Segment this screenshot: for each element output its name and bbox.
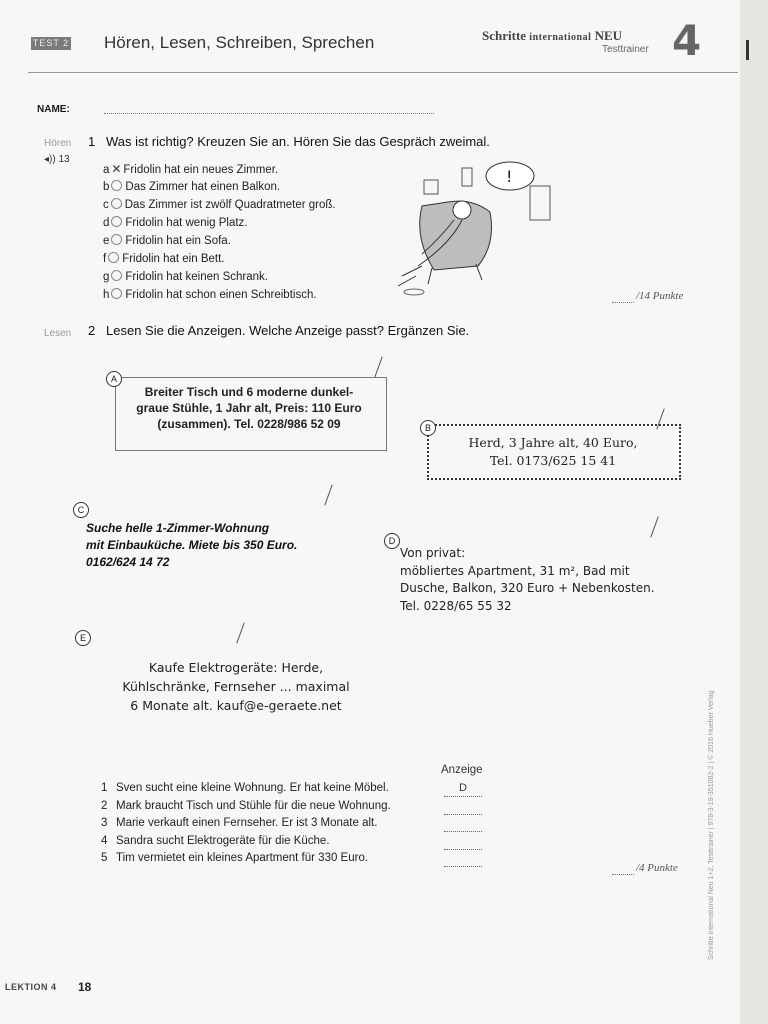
option-text: Fridolin hat keinen Schrank. (125, 271, 268, 283)
copyright-note: Schritte international Neu 1+2, Testtrainer | 978-3-19-351082-2 | © 2016 Hueber Verlag (708, 690, 715, 960)
option-checkbox[interactable] (111, 288, 122, 299)
ad-d-text (400, 545, 655, 615)
answer-column-header: Anzeige (441, 764, 483, 776)
audio-track-icon[interactable]: ◂)) 13 (44, 154, 70, 165)
page-number: 18 (78, 980, 92, 994)
answer-field[interactable] (444, 835, 482, 850)
ad-e-text (100, 658, 372, 715)
ad-c-line: mit Einbauküche. Miete bis 350 Euro. (86, 538, 298, 552)
edge-mark (746, 40, 749, 60)
ad-a-line: Breiter Tisch und 6 moderne dunkel- (144, 385, 354, 399)
header-divider (28, 72, 738, 73)
ad-d-line: Tel. 0228/65 55 32 (400, 598, 512, 613)
brand-main: Schritte (482, 28, 527, 43)
ad-c-line: Suche helle 1-Zimmer-Wohnung (86, 521, 270, 535)
answer-field[interactable] (444, 800, 482, 815)
task-1-instruction: Was ist richtig? Kreuzen Sie an. Hören Sie das Gespräch zweimal. (106, 134, 490, 149)
option-letter: d (103, 217, 110, 229)
option-text: Fridolin hat wenig Platz. (125, 217, 248, 229)
option-row (103, 198, 336, 211)
option-letter: b (103, 181, 110, 193)
checked-cross-icon[interactable]: ✕ (111, 162, 122, 176)
ad-b-letter: B (420, 420, 436, 436)
item-number: 1 (101, 782, 108, 794)
footer-lesson: LEKTION 4 (5, 982, 57, 992)
task-2-number: 2 (88, 323, 96, 338)
brand-end: NEU (594, 28, 623, 43)
item-number: 2 (101, 799, 108, 812)
option-checkbox[interactable] (111, 198, 122, 209)
svg-text:!: ! (506, 167, 513, 186)
points-field-2[interactable] (612, 874, 634, 875)
option-letter: e (103, 235, 110, 247)
ad-a-text (118, 384, 380, 432)
ad-d-line: möbliertes Apartment, 31 m², Bad mit (400, 563, 630, 578)
item-text: Marie verkauft einen Fernseher. Er ist 3 Monate alt. (116, 817, 378, 829)
page-edge (740, 0, 768, 1024)
option-text: Das Zimmer hat einen Balkon. (125, 181, 281, 193)
option-row (103, 270, 268, 283)
ad-a-letter: A (106, 371, 122, 387)
item-text: Mark braucht Tisch und Stühle für die neue Wohnung. (116, 799, 391, 812)
brand-mid: international (529, 32, 592, 43)
skill-label-hoeren: Hören (44, 138, 72, 149)
option-text: Fridolin hat ein Sofa. (125, 235, 231, 247)
volume-number: 4 (672, 16, 702, 65)
option-letter: c (103, 199, 109, 211)
ad-b-line: Herd, 3 Jahre alt, 40 Euro, (468, 435, 638, 450)
option-letter: f (103, 253, 107, 265)
option-row (103, 216, 248, 229)
option-checkbox[interactable] (111, 180, 122, 191)
option-text: Fridolin hat ein Bett. (122, 253, 225, 265)
skill-label-lesen: Lesen (44, 328, 72, 339)
option-row (103, 234, 231, 247)
item-number: 3 (101, 817, 108, 829)
ad-c-text (86, 520, 297, 571)
item-number: 4 (101, 834, 108, 847)
ad-d-line: Von privat: (400, 546, 466, 560)
ad-c-letter: C (73, 502, 89, 518)
ad-e-letter: E (75, 630, 91, 646)
name-label: NAME: (37, 104, 70, 115)
ad-a-line: (zusammen). Tel. 0228/986 52 09 (157, 417, 341, 431)
option-checkbox[interactable] (108, 252, 119, 263)
item-number: 5 (101, 852, 108, 864)
answer-field[interactable]: D (444, 782, 482, 797)
item-text: Sandra sucht Elektrogeräte für die Küche. (116, 834, 330, 847)
option-row (103, 162, 278, 176)
name-field[interactable] (104, 113, 434, 114)
option-letter: g (103, 271, 110, 283)
page-title: Hören, Lesen, Schreiben, Sprechen (104, 33, 375, 52)
ad-c-line: 0162/624 14 72 (86, 555, 170, 569)
ad-e-line: 6 Monate alt. kauf@e-geraete.net (130, 698, 342, 713)
option-row (103, 252, 224, 265)
ad-e-marker (75, 628, 91, 646)
armchair-illustration (392, 158, 568, 298)
option-checkbox[interactable] (111, 270, 122, 281)
ad-e-line: Kühlschränke, Fernseher ... maximal (122, 679, 350, 694)
points-label-2: /4 Punkte (636, 862, 678, 874)
brand-name (482, 28, 622, 44)
item-text: Sven sucht eine kleine Wohnung. Er hat keine Möbel. (116, 782, 389, 794)
option-text: Fridolin hat ein neues Zimmer. (123, 164, 279, 176)
option-text: Das Zimmer ist zwölf Quadratmeter groß. (124, 199, 336, 211)
ad-c-marker (73, 500, 89, 518)
option-row (103, 180, 280, 193)
answer-field[interactable] (444, 852, 482, 867)
ad-e-line: Kaufe Elektrogeräte: Herde, (148, 660, 324, 675)
points-field-1[interactable] (612, 302, 634, 303)
option-checkbox[interactable] (111, 234, 122, 245)
ad-d-letter: D (384, 533, 400, 549)
ad-b-line: Tel. 0173/625 15 41 (489, 453, 617, 468)
brand-subtitle: Testtrainer (602, 44, 649, 55)
option-letter: a (103, 164, 110, 176)
ad-d-line: Dusche, Balkon, 320 Euro + Nebenkosten. (400, 581, 655, 595)
ad-a-line: graue Stühle, 1 Jahr alt, Preis: 110 Euro (136, 401, 362, 415)
option-letter: h (103, 289, 110, 301)
test-badge: TEST 2 (32, 38, 70, 48)
item-text: Tim vermietet ein kleines Apartment für 330 Euro. (116, 852, 369, 864)
ad-b-text (427, 434, 679, 470)
points-label-1: /14 Punkte (636, 290, 684, 302)
answer-field[interactable] (444, 817, 482, 832)
task-1-number: 1 (88, 134, 96, 149)
option-text: Fridolin hat schon einen Schreibtisch. (125, 289, 317, 301)
option-checkbox[interactable] (111, 216, 122, 227)
option-row (103, 288, 317, 301)
task-2-instruction: Lesen Sie die Anzeigen. Welche Anzeige passt? Ergänzen Sie. (106, 323, 470, 338)
ad-d-marker (384, 531, 400, 549)
